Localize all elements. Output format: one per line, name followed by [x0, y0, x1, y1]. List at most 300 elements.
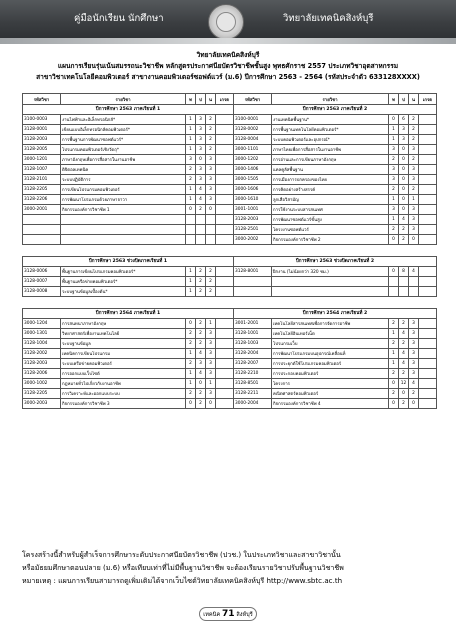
- table-cell: 0: [389, 399, 399, 409]
- table-cell: 3: [409, 349, 419, 359]
- table-row: [23, 359, 437, 369]
- table-row: [23, 389, 437, 399]
- table-cell: 3000-1002: [23, 379, 61, 389]
- table-cell: [216, 277, 234, 287]
- table-cell: [419, 175, 437, 185]
- table-cell: 1: [409, 195, 419, 205]
- table-cell: 2: [196, 389, 206, 399]
- table-cell: 4: [399, 359, 409, 369]
- plan-title: แผนการเรียนรุ่นเน้นสมรรถนะวิชาชีพ หลักสูตรประกาศนียบัตรวิชาชีพชั้นสูง พุทธศักราช 2557 ประเภทวิชาอุตสาหกรรม: [57, 62, 399, 70]
- table-cell: 2: [409, 185, 419, 195]
- column-header: รหัสวิชา: [23, 94, 61, 105]
- table-cell: [419, 145, 437, 155]
- table-cell: [419, 155, 437, 165]
- table-cell: 2: [409, 155, 419, 165]
- table-cell: [196, 215, 206, 225]
- table-cell: เทคนิคการเขียนโปรแกรม: [61, 349, 186, 359]
- table-cell: ลูกเสือวิสามัญ: [272, 195, 389, 205]
- table-cell: เทคโนโลยีสารสนเทศเพื่อการจัดการอาชีพ: [272, 319, 389, 329]
- table-cell: โปรแกรมคอมพิวเตอร์เชิงวัตถุ*: [61, 145, 186, 155]
- table-cell: 2: [206, 145, 216, 155]
- table-cell: เขียนแบบอิเล็กทรอนิกส์คอมพิวเตอร์*: [61, 125, 186, 135]
- table-cell: [216, 125, 234, 135]
- table-cell: [419, 267, 437, 277]
- table-cell: การประยุกต์ใช้โปรแกรมคอมพิวเตอร์: [272, 359, 389, 369]
- page-number: 71: [222, 609, 235, 619]
- table-cell: ภาษาอังกฤษเพื่อการสื่อสารในงานอาชีพ: [61, 155, 186, 165]
- semester-title: ปีการศึกษา 2564 ภาคเรียนที่ 2: [234, 309, 437, 319]
- table-cell: 2: [389, 225, 399, 235]
- table-cell: 3: [206, 329, 216, 339]
- table-cell: ระบบคอมพิวเตอร์และอุปกรณ์*: [272, 135, 389, 145]
- table-cell: [419, 369, 437, 379]
- table-cell: 4: [409, 267, 419, 277]
- semester-title: ปีการศึกษา 2563 ภาคเรียนที่ 1: [23, 105, 234, 115]
- table-cell: [419, 205, 437, 215]
- table-cell: 3: [196, 175, 206, 185]
- table-cell: 3000-1505: [234, 175, 272, 185]
- table-cell: [399, 287, 409, 297]
- table-cell: 2: [196, 267, 206, 277]
- table-cell: 2: [206, 287, 216, 297]
- column-header: ป: [196, 94, 206, 105]
- page-number-badge: [199, 607, 257, 621]
- table-cell: 3: [196, 165, 206, 175]
- table-cell: 0: [399, 165, 409, 175]
- table-cell: การประกอบคอมพิวเตอร์: [272, 369, 389, 379]
- table-cell: 3000-1202: [234, 155, 272, 165]
- table-cell: [216, 145, 234, 155]
- header-divider: [0, 38, 456, 44]
- table-cell: 3: [206, 359, 216, 369]
- table-cell: 1: [389, 215, 399, 225]
- table-row: [23, 349, 437, 359]
- table-cell: 3: [389, 175, 399, 185]
- column-header: ท: [186, 94, 196, 105]
- table-cell: [419, 115, 437, 125]
- table-cell: 2: [206, 115, 216, 125]
- column-header: ป: [399, 94, 409, 105]
- table-cell: การพื้นฐานการพัฒนาซอฟต์แวร์*: [61, 135, 186, 145]
- table-cell: 1: [186, 379, 196, 389]
- table-cell: [419, 389, 437, 399]
- table-cell: 3: [389, 145, 399, 155]
- table-cell: 3128-2004: [234, 349, 272, 359]
- table-cell: [409, 287, 419, 297]
- table-cell: [216, 339, 234, 349]
- table-cell: [216, 287, 234, 297]
- table-cell: 2: [409, 389, 419, 399]
- table-cell: กิจกรรมองค์การวิชาชีพ 4: [272, 399, 389, 409]
- table-cell: การเมืองการปกครองของไทย: [272, 175, 389, 185]
- table-cell: 0: [399, 145, 409, 155]
- table-cell: 2: [399, 225, 409, 235]
- table-cell: คณิตศาสตร์คอมพิวเตอร์: [272, 389, 389, 399]
- table-cell: 3128-2205: [23, 185, 61, 195]
- table-cell: [409, 277, 419, 287]
- table-cell: [61, 235, 186, 245]
- table-cell: [216, 135, 234, 145]
- table-cell: [186, 235, 196, 245]
- table-header-row: [23, 94, 437, 105]
- table-cell: [23, 225, 61, 235]
- table-cell: [216, 267, 234, 277]
- semester-title: ปีการศึกษา 2564 ภาคเรียนที่ 1: [23, 309, 234, 319]
- table-cell: 2: [389, 185, 399, 195]
- table-cell: 3: [206, 185, 216, 195]
- table-cell: กิจกรรมองค์การวิชาชีพ 1: [61, 205, 186, 215]
- column-header: รายวิชา: [61, 94, 186, 105]
- table-cell: [23, 215, 61, 225]
- semester-title-row: [23, 257, 437, 267]
- table-cell: 2: [206, 135, 216, 145]
- table-cell: 1: [186, 135, 196, 145]
- table-cell: 3: [409, 165, 419, 175]
- table-cell: การสนทนาภาษาอังกฤษ: [61, 319, 186, 329]
- column-header: ท: [389, 94, 399, 105]
- header-left-text: คู่มือนักเรียน นักศึกษา: [74, 13, 164, 24]
- table-cell: [23, 235, 61, 245]
- table-cell: [234, 277, 272, 287]
- table-cell: [196, 235, 206, 245]
- table-cell: กิจกรรมองค์การวิชาชีพ 2: [272, 235, 389, 245]
- table-cell: ฝึกงาน (ไม่น้อยกว่า 320 ชม.): [272, 267, 389, 277]
- table-cell: [216, 215, 234, 225]
- table-cell: [419, 125, 437, 135]
- table-cell: 3000-1301: [23, 329, 61, 339]
- table-cell: [419, 195, 437, 205]
- table-cell: 3: [206, 369, 216, 379]
- table-cell: 0: [186, 319, 196, 329]
- table-cell: 4: [399, 329, 409, 339]
- table-cell: แคลคูลัสพื้นฐาน: [272, 165, 389, 175]
- table-cell: 0: [399, 195, 409, 205]
- table-cell: 4: [196, 185, 206, 195]
- table-row: [23, 145, 437, 155]
- table-cell: [419, 277, 437, 287]
- column-header: รายวิชา: [272, 94, 389, 105]
- table-cell: 2: [389, 319, 399, 329]
- table-cell: 1: [389, 329, 399, 339]
- table-cell: การเขียนโปรแกรมคอมพิวเตอร์: [61, 185, 186, 195]
- table-cell: 3: [399, 125, 409, 135]
- table-cell: การพัฒนาซอฟต์แวร์ขั้นสูง: [272, 215, 389, 225]
- table-cell: 2: [399, 399, 409, 409]
- table-cell: 0: [186, 399, 196, 409]
- table-cell: 4: [409, 379, 419, 389]
- table-cell: กิจกรรมองค์การวิชาชีพ 3: [61, 399, 186, 409]
- table-cell: 4: [399, 215, 409, 225]
- table-cell: 1: [389, 349, 399, 359]
- table-cell: [419, 399, 437, 409]
- table-cell: 3000-1204: [23, 319, 61, 329]
- table-cell: 3128-2206: [23, 195, 61, 205]
- table-cell: 3: [409, 319, 419, 329]
- table-cell: 2: [409, 115, 419, 125]
- table-cell: 0: [389, 235, 399, 245]
- table-cell: การวิเคราะห์และออกแบบระบบ: [61, 389, 186, 399]
- column-header: รหัสวิชา: [234, 94, 272, 105]
- table-cell: 3: [206, 339, 216, 349]
- table-cell: [216, 379, 234, 389]
- table-cell: เทคโนโลยีอินเทอร์เน็ต: [272, 329, 389, 339]
- table-cell: ระบบเครือข่ายคอมพิวเตอร์: [61, 359, 186, 369]
- table-cell: 3001-2001: [234, 319, 272, 329]
- table-cell: 0: [389, 267, 399, 277]
- table-cell: 3: [389, 205, 399, 215]
- table-row: [23, 115, 437, 125]
- table-cell: [216, 235, 234, 245]
- table-row: [23, 277, 437, 287]
- table-cell: 1: [389, 135, 399, 145]
- table-cell: [216, 205, 234, 215]
- table-cell: 3: [409, 175, 419, 185]
- table-cell: [419, 379, 437, 389]
- table-cell: 2: [186, 359, 196, 369]
- table-cell: 3000-1606: [234, 185, 272, 195]
- table-cell: 2: [409, 135, 419, 145]
- table-cell: 3128-2205: [23, 389, 61, 399]
- table-cell: [419, 329, 437, 339]
- table-cell: 3128-1001: [234, 329, 272, 339]
- table-cell: [272, 287, 389, 297]
- semester-title: ปีการศึกษา 2563 ช่วงปิดภาคเรียนที่ 2: [234, 257, 437, 267]
- table-row: [23, 399, 437, 409]
- table-cell: [186, 225, 196, 235]
- table-cell: 2: [186, 339, 196, 349]
- table-cell: กฎหมายทั่วไปเกี่ยวกับงานอาชีพ: [61, 379, 186, 389]
- table-cell: 2: [196, 205, 206, 215]
- table-cell: 3: [409, 339, 419, 349]
- table-cell: [196, 225, 206, 235]
- table-cell: 2: [206, 277, 216, 287]
- table-cell: 2: [399, 319, 409, 329]
- column-header: เกรด: [216, 94, 234, 105]
- table-row: [23, 125, 437, 135]
- table-cell: 2: [389, 369, 399, 379]
- block-spacer: [23, 245, 437, 257]
- table-cell: การใช้งานระบบสารสนเทศ: [272, 205, 389, 215]
- table-cell: 2: [186, 389, 196, 399]
- table-cell: 3: [399, 135, 409, 145]
- table-cell: 3: [196, 359, 206, 369]
- table-cell: 3: [409, 359, 419, 369]
- table-row: [23, 267, 437, 277]
- table-cell: 3001-1001: [234, 205, 272, 215]
- table-cell: 0: [409, 235, 419, 245]
- table-cell: [419, 215, 437, 225]
- table-cell: [419, 135, 437, 145]
- table-cell: วิทยาศาสตร์เพื่องานเทคโนโลยี: [61, 329, 186, 339]
- table-cell: 3128-2005: [23, 145, 61, 155]
- table-cell: [186, 215, 196, 225]
- table-cell: 3128-2211: [234, 389, 272, 399]
- table-cell: 3: [206, 389, 216, 399]
- table-cell: 3100-0001: [234, 115, 272, 125]
- table-row: [23, 205, 437, 215]
- table-cell: [206, 225, 216, 235]
- page-suffix: สิงห์บุรี: [236, 612, 253, 618]
- table-cell: 1: [186, 277, 196, 287]
- table-cell: 3128-0008: [23, 287, 61, 297]
- table-cell: 0: [196, 155, 206, 165]
- table-cell: 0: [196, 379, 206, 389]
- semester-title: ปีการศึกษา 2563 ช่วงปิดภาคเรียนที่ 1: [23, 257, 234, 267]
- table-cell: 4: [196, 195, 206, 205]
- table-cell: 3000-1201: [23, 155, 61, 165]
- table-cell: ระบบปฏิบัติการ: [61, 175, 186, 185]
- table-cell: 1: [186, 115, 196, 125]
- table-cell: 3128-0004: [234, 135, 272, 145]
- table-cell: [419, 287, 437, 297]
- semester-title: ปีการศึกษา 2563 ภาคเรียนที่ 2: [234, 105, 437, 115]
- table-row: [23, 339, 437, 349]
- table-cell: [419, 225, 437, 235]
- table-cell: [61, 215, 186, 225]
- table-row: [23, 215, 437, 225]
- page-prefix: เทคนิค: [203, 612, 221, 618]
- table-cell: 1: [389, 195, 399, 205]
- column-header: น: [409, 94, 419, 105]
- table-cell: 3128-2007: [234, 359, 272, 369]
- footnote-line: หรือมัธยมศึกษาตอนปลาย (ม.6) หรือเทียบเท่าที่ไม่มีพื้นฐานวิชาชีพ จะต้องเรียนรายวิชาปรับพื้นฐานวิชาชีพ: [22, 563, 344, 572]
- table-cell: 2: [399, 339, 409, 349]
- table-cell: 2: [196, 277, 206, 287]
- table-row: [23, 329, 437, 339]
- table-row: [23, 379, 437, 389]
- table-cell: 0: [409, 399, 419, 409]
- table-cell: 3128-2003: [234, 215, 272, 225]
- table-row: [23, 225, 437, 235]
- table-cell: 3: [409, 145, 419, 155]
- footnote-line: โครงสร้างนี้สำหรับผู้สำเร็จการศึกษาระดับประกาศนียบัตรวิชาชีพ (ปวช.) ในประเภทวิชาและสาขาวิชานั้น: [22, 550, 341, 559]
- table-cell: [216, 195, 234, 205]
- table-cell: 0: [389, 115, 399, 125]
- table-cell: 3: [196, 145, 206, 155]
- table-cell: 1: [186, 369, 196, 379]
- table-cell: [216, 225, 234, 235]
- table-cell: 1: [389, 125, 399, 135]
- semester-title-row: [23, 309, 437, 319]
- table-cell: 3128-0007: [23, 277, 61, 287]
- table-cell: [419, 165, 437, 175]
- table-cell: 2: [186, 175, 196, 185]
- table-cell: 3128-2002: [23, 349, 61, 359]
- table-cell: การออกแบบเว็บไซต์: [61, 369, 186, 379]
- table-cell: 0: [206, 399, 216, 409]
- column-header: น: [206, 94, 216, 105]
- table-cell: 3: [409, 369, 419, 379]
- table-cell: [61, 225, 186, 235]
- column-header: เกรด: [419, 94, 437, 105]
- table-cell: [216, 389, 234, 399]
- table-cell: [272, 277, 389, 287]
- semester-title-row: [23, 105, 437, 115]
- table-cell: [419, 349, 437, 359]
- table-cell: 0: [389, 379, 399, 389]
- college-seal-icon: [208, 4, 244, 40]
- table-cell: 0: [399, 205, 409, 215]
- table-cell: [216, 349, 234, 359]
- table-cell: 2: [389, 389, 399, 399]
- table-cell: 12: [399, 379, 409, 389]
- table-cell: 3128-2210: [234, 369, 272, 379]
- table-cell: [216, 165, 234, 175]
- table-cell: 3128-2006: [23, 369, 61, 379]
- table-row: [23, 135, 437, 145]
- table-cell: 3100-0003: [23, 115, 61, 125]
- table-cell: 4: [399, 349, 409, 359]
- table-cell: 0: [206, 205, 216, 215]
- table-cell: 3: [409, 329, 419, 339]
- table-cell: 0: [399, 185, 409, 195]
- table-row: [23, 235, 437, 245]
- table-cell: 1: [186, 267, 196, 277]
- table-cell: 1: [186, 287, 196, 297]
- table-cell: 3128-2003: [23, 359, 61, 369]
- table-cell: 3128-0002: [234, 125, 272, 135]
- table-cell: [399, 277, 409, 287]
- table-cell: 3128-2003: [23, 135, 61, 145]
- table-cell: 2: [186, 165, 196, 175]
- table-cell: 2: [196, 399, 206, 409]
- table-cell: 3: [389, 165, 399, 175]
- table-cell: 2: [186, 329, 196, 339]
- table-cell: โครงการ: [272, 379, 389, 389]
- table-cell: 2: [206, 125, 216, 135]
- curriculum-table: [22, 93, 437, 409]
- table-cell: [216, 369, 234, 379]
- table-cell: 1: [186, 145, 196, 155]
- table-cell: ดิจิตอลเทคนิค: [61, 165, 186, 175]
- table-cell: 2: [399, 369, 409, 379]
- table-cell: [216, 399, 234, 409]
- table-cell: 3: [196, 125, 206, 135]
- table-cell: 8: [399, 267, 409, 277]
- table-cell: [216, 185, 234, 195]
- table-cell: [206, 215, 216, 225]
- table-cell: โครงงานซอฟต์แวร์: [272, 225, 389, 235]
- table-cell: [216, 359, 234, 369]
- table-cell: 1: [206, 379, 216, 389]
- table-cell: 2: [409, 125, 419, 135]
- table-cell: 1: [186, 349, 196, 359]
- table-cell: 3: [196, 115, 206, 125]
- table-row: [23, 155, 437, 165]
- college-title: วิทยาลัยเทคนิคสิงห์บุรี: [196, 51, 260, 59]
- table-cell: การพัฒนาโปรแกรมบนอุปกรณ์เคลื่อนที่: [272, 349, 389, 359]
- table-cell: 1: [186, 195, 196, 205]
- table-cell: 3: [206, 165, 216, 175]
- table-cell: [216, 319, 234, 329]
- table-cell: 2: [389, 155, 399, 165]
- table-cell: [216, 175, 234, 185]
- table-cell: 2: [206, 267, 216, 277]
- footnote-line: หมายเหตุ : แผนการเรียนสามารถดูเพิ่มเติมได้จากเว็บไซต์วิทยาลัยเทคนิคสิงห์บุรี http://www.sbtc.ac.th: [22, 576, 343, 585]
- table-cell: 0: [186, 205, 196, 215]
- table-cell: 3: [206, 155, 216, 165]
- table-cell: 3: [206, 349, 216, 359]
- table-cell: [216, 115, 234, 125]
- table-cell: การพื้นฐานเทคโนโลยีคอมพิวเตอร์*: [272, 125, 389, 135]
- table-cell: 3000-2003: [23, 399, 61, 409]
- table-cell: 3000-1406: [234, 165, 272, 175]
- table-cell: [419, 319, 437, 329]
- table-cell: [206, 235, 216, 245]
- table-cell: 3: [196, 135, 206, 145]
- table-cell: ระบบฐานข้อมูล: [61, 339, 186, 349]
- table-cell: งานไฟฟ้าและอิเล็กทรอนิกส์*: [61, 115, 186, 125]
